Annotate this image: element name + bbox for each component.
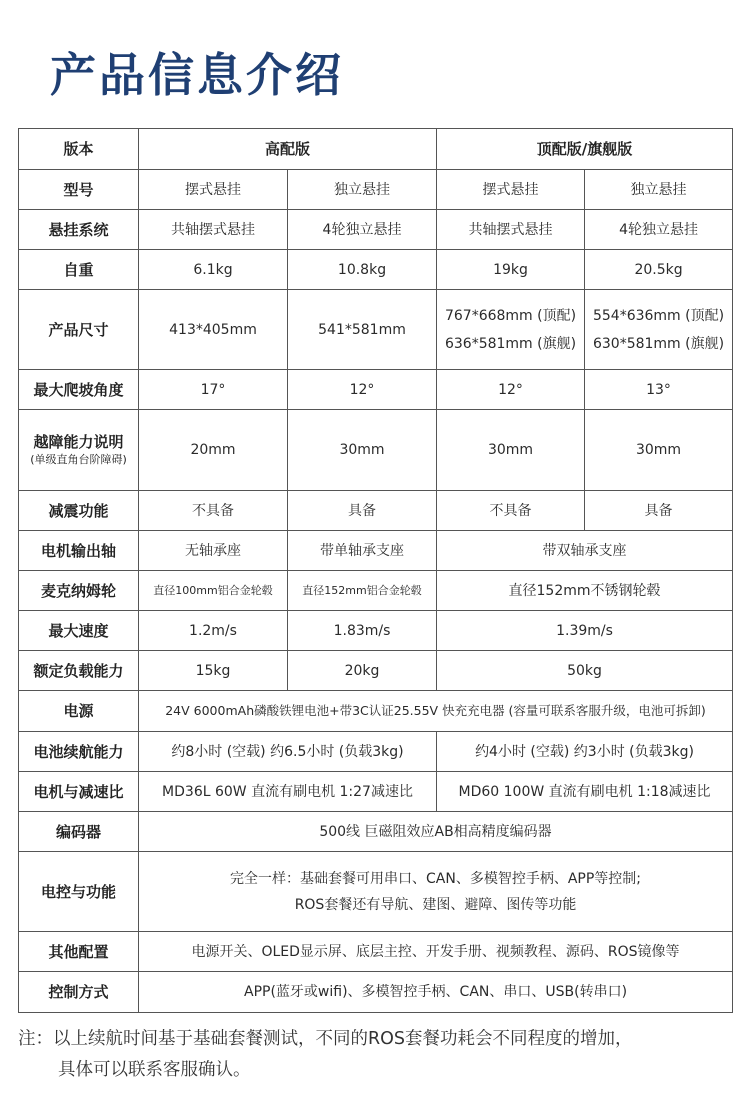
cell: 约4小时 (空载) 约3小时 (负载3kg) <box>437 732 733 772</box>
size-top: 767*668mm (顶配) <box>444 307 577 324</box>
row-header: 悬挂系统 <box>19 210 139 250</box>
cell: 413*405mm <box>139 290 288 370</box>
row-other <box>19 932 733 972</box>
cell: 12° <box>437 370 585 410</box>
control-func-line2: ROS套餐还有导航、建图、避障、图传等功能 <box>294 896 577 913</box>
cell: 10.8kg <box>288 250 437 290</box>
row-header: 额定负载能力 <box>19 651 139 691</box>
cell: 4轮独立悬挂 <box>288 210 437 250</box>
cell <box>585 290 733 370</box>
size-flagship: 630*581mm (旗舰) <box>592 335 725 352</box>
cell: 直径152mm铝合金轮毂 <box>288 571 437 611</box>
row-header: 控制方式 <box>19 972 139 1013</box>
page-title: 产品信息介绍 <box>50 48 344 102</box>
size-top: 554*636mm (顶配) <box>592 307 725 324</box>
row-control-func <box>19 852 733 932</box>
cell: 6.1kg <box>139 250 288 290</box>
cell: 20mm <box>139 410 288 491</box>
row-model <box>19 170 733 210</box>
row-header: 型号 <box>19 170 139 210</box>
row-speed <box>19 611 733 651</box>
control-func-line1: 完全一样：基础套餐可用串口、CAN、多模智控手柄、APP等控制; <box>230 870 642 887</box>
row-header: 其他配置 <box>19 932 139 972</box>
row-encoder <box>19 812 733 852</box>
row-header: 电源 <box>19 691 139 732</box>
cell: 1.2m/s <box>139 611 288 651</box>
cell: 带双轴承支座 <box>437 531 733 571</box>
row-wheel <box>19 571 733 611</box>
row-size <box>19 290 733 370</box>
cell: 541*581mm <box>288 290 437 370</box>
cell: 直径152mm不锈钢轮毂 <box>437 571 733 611</box>
row-obstacle <box>19 410 733 491</box>
row-version <box>19 129 733 170</box>
cell: 摆式悬挂 <box>437 170 585 210</box>
row-header: 最大爬坡角度 <box>19 370 139 410</box>
row-header: 最大速度 <box>19 611 139 651</box>
row-shaft <box>19 531 733 571</box>
row-power <box>19 691 733 732</box>
row-header-sub: (单级直角台阶障碍) <box>30 453 127 466</box>
cell: 带单轴承支座 <box>288 531 437 571</box>
version-high: 高配版 <box>139 129 437 170</box>
cell: MD36L 60W 直流有刷电机 1:27减速比 <box>139 772 437 812</box>
cell: 共轴摆式悬挂 <box>139 210 288 250</box>
row-header: 自重 <box>19 250 139 290</box>
row-header: 版本 <box>19 129 139 170</box>
row-header: 电池续航能力 <box>19 732 139 772</box>
row-climb <box>19 370 733 410</box>
cell: 12° <box>288 370 437 410</box>
cell: 30mm <box>437 410 585 491</box>
cell: 4轮独立悬挂 <box>585 210 733 250</box>
row-header <box>19 410 139 491</box>
cell: 13° <box>585 370 733 410</box>
row-load <box>19 651 733 691</box>
row-motor <box>19 772 733 812</box>
cell: 20kg <box>288 651 437 691</box>
footnote-line2: 具体可以联系客服确认。 <box>58 1060 251 1080</box>
row-weight <box>19 250 733 290</box>
row-header: 减震功能 <box>19 491 139 531</box>
row-header: 电控与功能 <box>19 852 139 932</box>
cell <box>437 290 585 370</box>
cell: 具备 <box>288 491 437 531</box>
cell: 500线 巨磁阻效应AB相高精度编码器 <box>139 812 733 852</box>
cell <box>139 852 733 932</box>
cell: 摆式悬挂 <box>139 170 288 210</box>
spec-table <box>18 128 733 1013</box>
row-control-mode <box>19 972 733 1013</box>
row-header-label: 越障能力说明 <box>33 433 124 451</box>
cell: 17° <box>139 370 288 410</box>
row-header: 电机与减速比 <box>19 772 139 812</box>
cell: MD60 100W 直流有刷电机 1:18减速比 <box>437 772 733 812</box>
cell: 约8小时 (空载) 约6.5小时 (负载3kg) <box>139 732 437 772</box>
row-endurance <box>19 732 733 772</box>
cell: 不具备 <box>139 491 288 531</box>
cell: 30mm <box>288 410 437 491</box>
cell: 共轴摆式悬挂 <box>437 210 585 250</box>
version-top: 顶配版/旗舰版 <box>437 129 733 170</box>
footnote <box>18 1024 732 1086</box>
cell: 不具备 <box>437 491 585 531</box>
footnote-line1: 注：以上续航时间基于基础套餐测试，不同的ROS套餐功耗会不同程度的增加， <box>18 1029 633 1049</box>
cell: 19kg <box>437 250 585 290</box>
cell: 15kg <box>139 651 288 691</box>
cell: 电源开关、OLED显示屏、底层主控、开发手册、视频教程、源码、ROS镜像等 <box>139 932 733 972</box>
row-header: 电机输出轴 <box>19 531 139 571</box>
cell: 直径100mm铝合金轮毂 <box>139 571 288 611</box>
cell: 独立悬挂 <box>288 170 437 210</box>
row-suspension <box>19 210 733 250</box>
cell: 1.39m/s <box>437 611 733 651</box>
row-header: 产品尺寸 <box>19 290 139 370</box>
cell: 1.83m/s <box>288 611 437 651</box>
cell: 30mm <box>585 410 733 491</box>
size-flagship: 636*581mm (旗舰) <box>444 335 577 352</box>
cell: 独立悬挂 <box>585 170 733 210</box>
row-header: 麦克纳姆轮 <box>19 571 139 611</box>
row-shock <box>19 491 733 531</box>
cell: APP(蓝牙或wifi)、多模智控手柄、CAN、串口、USB(转串口) <box>139 972 733 1013</box>
row-header: 编码器 <box>19 812 139 852</box>
cell: 24V 6000mAh磷酸铁锂电池+带3C认证25.55V 快充充电器 (容量可联系客服升级，电池可拆卸) <box>139 691 733 732</box>
cell: 50kg <box>437 651 733 691</box>
cell: 无轴承座 <box>139 531 288 571</box>
cell: 具备 <box>585 491 733 531</box>
cell: 20.5kg <box>585 250 733 290</box>
